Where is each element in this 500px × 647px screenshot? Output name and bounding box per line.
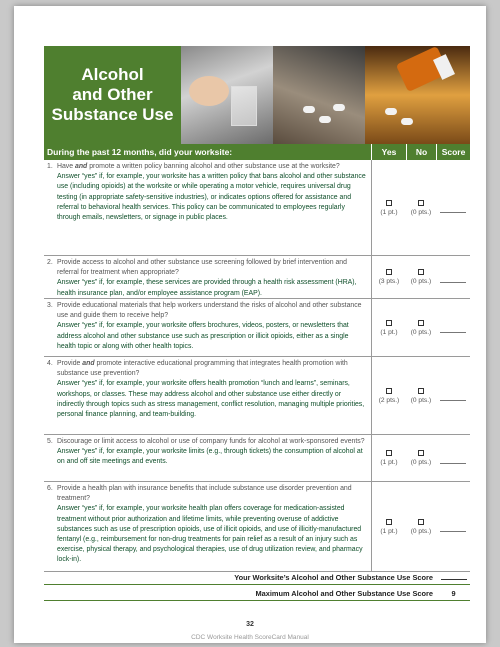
question-text: Provide a health plan with insurance benefits that include substance use disorder prevention and treatment?: [57, 485, 352, 503]
no-option[interactable]: [406, 357, 436, 434]
section-title-box: [44, 46, 181, 144]
pill-shape: [385, 108, 397, 115]
question-cell: [44, 160, 371, 255]
no-column-header: No: [406, 144, 436, 160]
pill-shape: [303, 106, 315, 113]
photo-pills: [273, 46, 365, 144]
no-option[interactable]: [406, 256, 436, 298]
question-text-cont: promote a written policy banning alcohol and other substance use at the worksite?: [87, 163, 340, 170]
table-header-row: [44, 144, 470, 160]
yes-checkbox[interactable]: [386, 269, 392, 275]
score-field[interactable]: [436, 299, 470, 356]
no-option[interactable]: [406, 299, 436, 356]
score-line[interactable]: [440, 332, 466, 333]
max-score-label: Maximum Alcohol and Other Substance Use Score: [255, 589, 433, 598]
score-field[interactable]: [436, 482, 470, 571]
yes-checkbox[interactable]: [386, 450, 392, 456]
no-points: (0 pts.): [410, 459, 432, 466]
no-points: (0 pts.): [410, 208, 432, 216]
no-option[interactable]: [406, 160, 436, 255]
document-page: [14, 6, 486, 643]
answer-guidance: Answer “yes” if, for example, your worksite limits (e.g., through tickets) the consumption of alcohol at on and off site meetings and events.: [57, 448, 363, 466]
yes-option[interactable]: [371, 482, 406, 571]
question-row: [44, 256, 470, 299]
question-text: Provide educational materials that help workers understand the risks of alcohol and other substance use and guide them to receive help?: [57, 302, 362, 320]
question-number: 1.: [47, 163, 53, 170]
no-points: (0 pts.): [410, 527, 432, 535]
question-text: Discourage or limit access to alcohol or use of company funds for alcohol at work-sponsored events?: [57, 438, 365, 445]
question-number: 4.: [47, 360, 53, 367]
score-field[interactable]: [436, 435, 470, 481]
score-field[interactable]: [436, 160, 470, 255]
question-row: [44, 435, 470, 482]
no-option[interactable]: [406, 482, 436, 571]
question-cell: [44, 482, 371, 571]
answer-guidance: Answer “yes” if, for example, your worksite has a written policy that bans alcohol and other substance use (including opioids) at the worksite or while operating a motor vehicle, requires universal drug testing (in appropriate safety-sensitive industries), or indicates options offered for assistance and referral to behavioral health services. This policy can be communicated to employees regularly through emails, newsletters, or signage in public places.: [57, 173, 366, 222]
yes-points: (3 pts.): [378, 278, 400, 285]
question-cell: [44, 299, 371, 356]
answer-guidance: Answer “yes” if, for example, your worksite offers health promotion “lunch and learns”, seminars, workshops, or classes. These may address alcohol and other substance use either directly or indirectly through topics such as stress management, conflict resolution, managing multiple priorities, personal finance planning, and team-building.: [57, 380, 365, 419]
answer-guidance: Answer “yes” if, for example, your worksite offers brochures, videos, posters, or newsletters that address alcohol and other substance use such as prescription or illicit opioids, either as a single health topic or along with other health topics.: [57, 322, 349, 350]
question-row: [44, 299, 470, 357]
score-column-header: Score: [436, 144, 470, 160]
answer-guidance: Answer “yes” if, for example, these services are provided through a health risk assessment (HRA), health insurance plan, and/or employee assistance program (EAP).: [57, 279, 357, 297]
no-points: (0 pts.): [410, 278, 432, 285]
question-number: 5.: [47, 438, 53, 445]
question-row: [44, 482, 470, 572]
yes-points: (2 pts.): [378, 396, 400, 404]
yes-points: (1 pt.): [380, 527, 398, 535]
question-text: Provide: [57, 360, 83, 367]
max-score-value: 9: [451, 589, 456, 598]
no-option[interactable]: [406, 435, 436, 481]
yes-checkbox[interactable]: [386, 200, 392, 206]
yes-checkbox[interactable]: [386, 519, 392, 525]
no-checkbox[interactable]: [418, 320, 424, 326]
question-number: 2.: [47, 259, 53, 266]
question-cell: [44, 357, 371, 434]
section-title-line1: Alcohol: [81, 65, 144, 84]
no-checkbox[interactable]: [418, 388, 424, 394]
your-score-field[interactable]: [441, 579, 467, 580]
person-face-shape: [189, 76, 229, 106]
yes-points: (1 pt.): [380, 459, 398, 466]
pill-shape: [333, 104, 345, 111]
yes-option[interactable]: [371, 256, 406, 298]
answer-guidance: Answer “yes” if, for example, your worksite health plan offers coverage for medication-assisted treatment without prior authorization and lifetime limits, while preventing overuse of addictive substances such as use of prescription opioids, use of illicit opioids, and use of illicitly-manufactured fentanyl (e.g., reimbursement for non-drug treatments for pain relief as a result of an injury such as exercise, physical therapy, and psychological therapies, use of drug utilization review, and pharmacy lock-in).: [57, 505, 363, 564]
yes-column-header: Yes: [371, 144, 406, 160]
score-line[interactable]: [440, 531, 466, 532]
question-row: [44, 160, 470, 256]
question-cell: [44, 435, 371, 481]
footer-manual-title: CDC Worksite Health ScoreCard Manual: [191, 634, 309, 641]
question-text: Provide access to alcohol and other substance use screening followed by brief intervention and referral for treatment when appropriate?: [57, 259, 347, 277]
question-text: Have: [57, 163, 76, 170]
score-line[interactable]: [440, 463, 466, 464]
yes-option[interactable]: [371, 435, 406, 481]
question-rows: [44, 160, 470, 572]
your-score-label: Your Worksite’s Alcohol and Other Substance Use Score: [234, 573, 433, 582]
yes-points: (1 pt.): [380, 328, 398, 336]
yes-option[interactable]: [371, 299, 406, 356]
question-text-cont: promote interactive educational programming that integrates health promotion with substance use prevention?: [57, 360, 348, 378]
pill-shape: [319, 116, 331, 123]
yes-checkbox[interactable]: [386, 320, 392, 326]
score-field[interactable]: [436, 357, 470, 434]
yes-option[interactable]: [371, 357, 406, 434]
question-number: 6.: [47, 485, 53, 492]
score-line[interactable]: [440, 282, 466, 283]
page-number: 32: [246, 621, 254, 628]
no-checkbox[interactable]: [418, 200, 424, 206]
section-title-line2: and Other: [72, 85, 153, 104]
yes-points: (1 pt.): [380, 208, 398, 216]
yes-option[interactable]: [371, 160, 406, 255]
question-column-header: During the past 12 months, did your worksite:: [47, 147, 233, 157]
no-points: (0 pts.): [410, 328, 432, 336]
drinking-glass-shape: [231, 86, 257, 126]
no-checkbox[interactable]: [418, 450, 424, 456]
your-score-row: [44, 571, 470, 585]
photo-person-with-drink: [181, 46, 273, 144]
score-line[interactable]: [440, 212, 466, 213]
score-field[interactable]: [436, 256, 470, 298]
no-checkbox[interactable]: [418, 269, 424, 275]
question-emphasis: and: [82, 360, 95, 367]
question-number: 3.: [47, 302, 53, 309]
section-title-line3: Substance Use: [51, 105, 174, 124]
score-line[interactable]: [440, 400, 466, 401]
question-row: [44, 357, 470, 435]
question-emphasis: and: [75, 163, 88, 170]
header-photo-strip: [181, 46, 470, 144]
photo-pill-bottle: [365, 46, 470, 144]
section-header: [44, 46, 470, 144]
max-score-row: [44, 587, 470, 601]
no-checkbox[interactable]: [418, 519, 424, 525]
question-cell: [44, 256, 371, 298]
yes-checkbox[interactable]: [386, 388, 392, 394]
no-points: (0 pts.): [410, 396, 432, 404]
pill-shape: [401, 118, 413, 125]
